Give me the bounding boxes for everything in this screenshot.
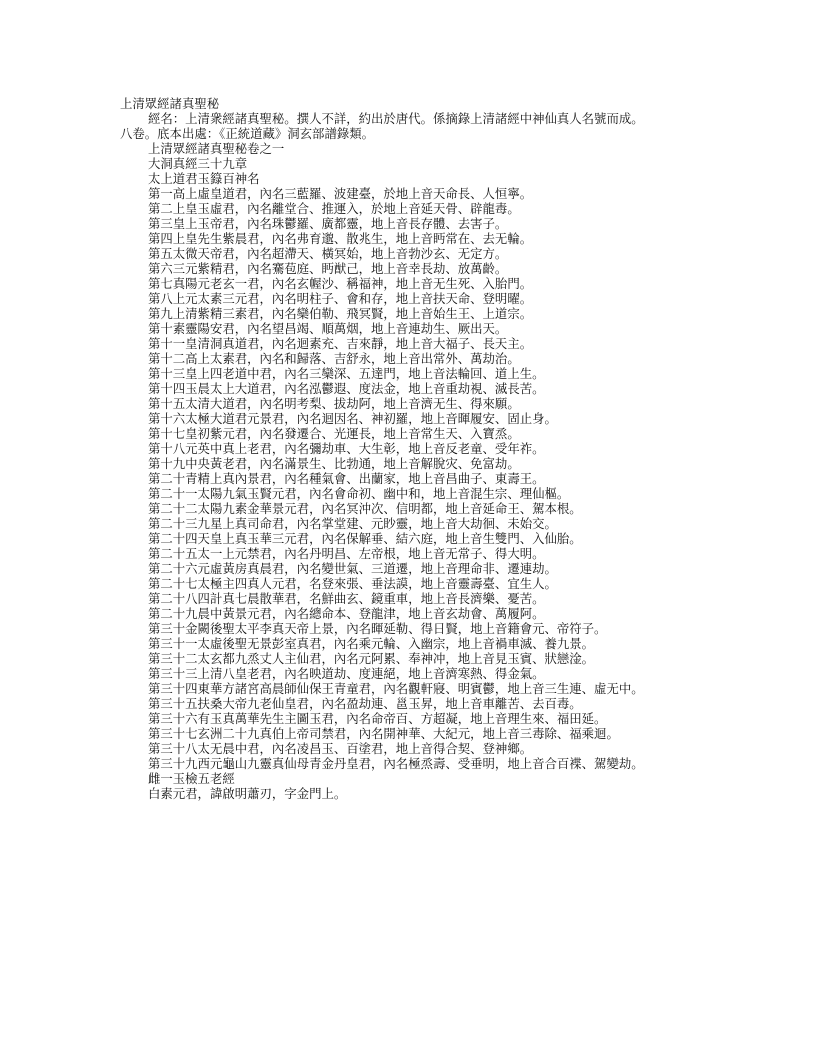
entry-line: 第四上皇先生紫晨君，內名弗育邈、散兆生，地上音眄常在、去无輪。 (148, 231, 533, 246)
section-title: 大洞真經三十九章 (148, 156, 248, 171)
intro-text-line-1: 經名：上清衆經諸真聖秘。撰人不詳，約出於唐代。係摘錄上清諸經中神仙真人名號而成。 (148, 111, 644, 126)
entry-line: 第十五太清大道君，內名明考梨、拔劫阿，地上音濟无生、得來願。 (148, 396, 520, 411)
entry-line: 第二十三九星上真司命君，內名掌堂建、元眇靈，地上音大劫徊、未始交。 (148, 516, 557, 531)
entry-line: 第三十五扶桑大帝九老仙皇君，內名盈劫連、邕玉昇，地上音車離苦、去百毒。 (148, 696, 582, 711)
entry-line: 第十八元英中真上老君，內名彌劫車、大生彰，地上音反老童、受年祚。 (148, 441, 545, 456)
entry-line: 第三十一太虛後聖无景彭室真君，內名乘元輪、入幽宗，地上音禍車滅、養九景。 (148, 636, 595, 651)
entry-line: 第二十四天皇上真玉華三元君，內名保解垂、結六庭，地上音生雙門、入仙胎。 (148, 531, 582, 546)
entry-line: 第二十二太陽九素金華景元君，內名冥沖次、信明都，地上音延命王、駕本根。 (148, 501, 582, 516)
entry-line: 第五太微天帝君，內名超滯天、橫冥始，地上音勃沙玄、无定方。 (148, 246, 508, 261)
entry-line: 第十七皇初紫元君，內名發遷合、光運長，地上音常生天、入寶烝。 (148, 426, 520, 441)
entry-line: 第十素靈陽安君，內名望昌竭、順萬烟，地上音連劫生、厥出天。 (148, 321, 508, 336)
entry-line: 第二上皇玉虛君，內名離堂合、推運入，於地上音延天骨、辟龍毒。 (148, 201, 520, 216)
entry-line: 第十一皇清洞真道君，內名迴素充、吉來靜，地上音大福子、長天主。 (148, 336, 533, 351)
document-title: 上清眾經諸真聖秘 (120, 96, 220, 111)
entry-line: 第二十七太極主四真人元君，名登來張、垂法謨，地上音靈壽臺、宜生人。 (148, 576, 557, 591)
entry-line: 第三十三上清八皇老君，內名映道劫、度連絕，地上音濟寒熱、得金氣。 (148, 666, 545, 681)
entry-line: 第三十金闕後聖太平李真天帝上景，內名暉延勒、得日賢，地上音籍會元、帝符子。 (148, 621, 607, 636)
entry-line: 第十三皇上四老道中君，內名三欒深、五達門，地上音法輪回、道上生。 (148, 366, 545, 381)
entry-line: 第二十五太一上元禁君，內名丹明昌、左帝根，地上音无常子、得大明。 (148, 546, 545, 561)
entry-line: 第二十青精上真內景君，內名種氣會、出蘭家，地上音昌曲子、東壽王。 (148, 471, 545, 486)
entry-line: 第十九中央黃老君，內名滿景生、比勃通，地上音解脫灾、免富劫。 (148, 456, 520, 471)
entry-line: 第六三元紫精君，內名騫苞庭、眄猷己，地上音幸長劫、放萬齡。 (148, 261, 508, 276)
entry-line: 第十六太極大道君元景君，內名迴因名、神初羅，地上音暉履安、固止身。 (148, 411, 557, 426)
entry-line: 第七真陽元老玄一君，內名玄幄沙、稱福神，地上音无生死、入胎門。 (148, 276, 533, 291)
intro-text-line-2: 八卷。底本出處：《正統道藏》洞玄部譜錄類。 (120, 126, 375, 141)
entry-line: 第八上元太素三元君，內名明柱子、會和存，地上音扶天命、登明曜。 (148, 291, 533, 306)
final-line: 白素元君，諱啟明蕭刃，字金門上。 (148, 786, 347, 801)
entry-line: 第九上清紫精三素君，內名欒伯勒、飛冥賢，地上音始生王、上道宗。 (148, 306, 533, 321)
entry-line: 第十二高上太素君，內名和歸落、吉舒永，地上音出常外、萬劫治。 (148, 351, 520, 366)
entry-line: 第二十一太陽九氣玉賢元君，內名會命初、幽中和，地上音混生宗、理仙樞。 (148, 486, 570, 501)
entry-line: 第三十二太玄都九烝丈人主仙君，內名元阿累、奉神冲，地上音見玉賓、狀戀淦。 (148, 651, 595, 666)
volume-title: 上清眾經諸真聖秘卷之一 (148, 141, 285, 156)
entry-line: 第三十七玄洲二十九真伯上帝司禁君，內名開神華、大紀元，地上音三毒除、福乘迴。 (148, 726, 619, 741)
entry-line: 第三十四東華方諸宮高晨師仙保王青童君，內名觀軒寢、明賓鬱，地上音三生連、虛无中。 (148, 681, 644, 696)
entry-line: 第三十八太无晨中君，內名凌昌玉、百塗君，地上音得合契、登神鄉。 (148, 741, 533, 756)
subsection-title: 太上道君玉籙百神名 (148, 171, 260, 186)
next-section-heading: 雌一玉檢五老經 (148, 771, 235, 786)
document-page (120, 96, 720, 801)
entry-line: 第三皇上玉帝君，內名珠鬱羅、廣都靈，地上音長存體、去害子。 (148, 216, 508, 231)
entry-line: 第二十八四計真七晨散華君，名鮮曲玄、鏡重車，地上音長濟樂、憂苦。 (148, 591, 545, 606)
entry-line: 第三十九西元龜山九靈真仙母青金丹皇君，內名極烝壽、受垂明，地上音合百褋、駕變劫。 (148, 756, 644, 771)
entry-line: 第十四玉晨太上大道君，內名泓鬱遐、度法金，地上音重劫視、滅長苦。 (148, 381, 545, 396)
entry-line: 第三十六有玉真萬華先生主圖玉君，內名命帝百、方超凝，地上音理生來、福田延。 (148, 711, 607, 726)
entry-line: 第二十九晨中黃景元君，內名總命本、登龍津，地上音玄劫會、萬履阿。 (148, 606, 545, 621)
entry-line: 第一高上虛皇道君，內名三藍羅、波建臺，於地上音天命長、人恒寧。 (148, 186, 533, 201)
entry-line: 第二十六元虛黃房真晨君，內名變世氣、三道遷，地上音理命非、遷連劫。 (148, 561, 557, 576)
